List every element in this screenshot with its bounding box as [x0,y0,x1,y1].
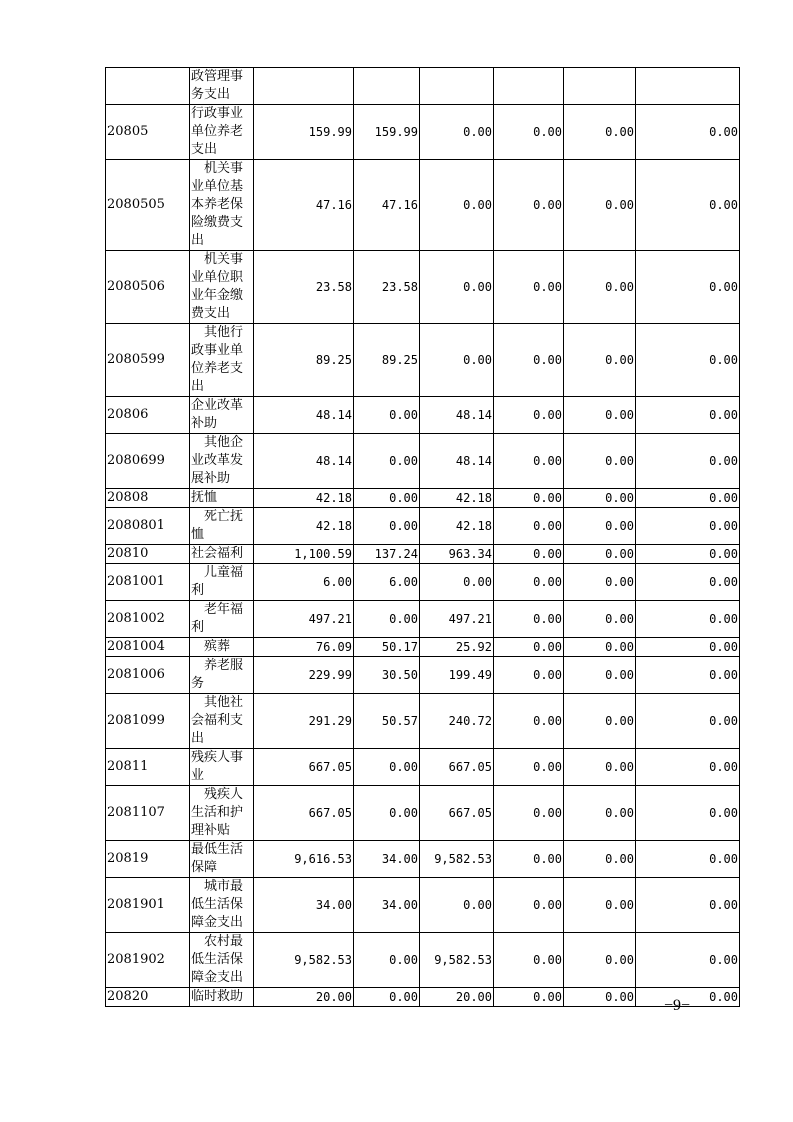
amount-cell: 23.58 [354,251,420,324]
amount-cell: 0.00 [494,324,564,397]
amount-cell: 497.21 [254,601,354,638]
amount-cell: 0.00 [636,786,740,841]
account-name-cell: 最低生活保障 [190,841,254,878]
amount-cell: 137.24 [354,545,420,564]
amount-cell: 0.00 [636,564,740,601]
account-code-cell: 20806 [106,397,190,434]
amount-cell: 0.00 [564,841,636,878]
amount-cell: 159.99 [254,105,354,160]
account-name-cell: 行政事业单位养老支出 [190,105,254,160]
amount-cell: 6.00 [354,564,420,601]
amount-cell: 0.00 [354,988,420,1007]
amount-cell: 0.00 [494,434,564,489]
amount-cell: 0.00 [354,786,420,841]
amount-cell: 0.00 [564,638,636,657]
amount-cell: 34.00 [354,841,420,878]
account-code-cell: 20820 [106,988,190,1007]
budget-expenditure-table [105,67,740,1007]
table-row [106,841,740,878]
amount-cell: 0.00 [494,489,564,508]
amount-cell: 30.50 [354,657,420,694]
amount-cell: 0.00 [636,545,740,564]
amount-cell: 42.18 [254,508,354,545]
amount-cell: 20.00 [254,988,354,1007]
amount-cell: 0.00 [564,489,636,508]
account-code-cell: 2081001 [106,564,190,601]
amount-cell [420,68,494,105]
amount-cell: 0.00 [420,564,494,601]
amount-cell: 0.00 [354,397,420,434]
account-code-cell: 2080599 [106,324,190,397]
table-row [106,68,740,105]
account-name-cell: 机关事业单位职业年金缴费支出 [190,251,254,324]
table-row [106,434,740,489]
amount-cell [494,68,564,105]
account-code-cell: 2081107 [106,786,190,841]
amount-cell: 0.00 [564,160,636,251]
amount-cell [636,68,740,105]
account-code-cell: 2080506 [106,251,190,324]
amount-cell: 20.00 [420,988,494,1007]
account-code-cell: 2081002 [106,601,190,638]
amount-cell: 0.00 [494,694,564,749]
table-row [106,878,740,933]
account-name-cell: 儿童福利 [190,564,254,601]
account-name-cell: 机关事业单位基本养老保险缴费支出 [190,160,254,251]
amount-cell: 0.00 [636,988,740,1007]
table-row [106,988,740,1007]
amount-cell: 0.00 [636,508,740,545]
table-row [106,489,740,508]
amount-cell: 0.00 [494,564,564,601]
amount-cell: 0.00 [564,564,636,601]
amount-cell: 0.00 [420,251,494,324]
amount-cell: 0.00 [564,749,636,786]
table-row [106,657,740,694]
account-name-cell: 城市最低生活保障金支出 [190,878,254,933]
amount-cell: 199.49 [420,657,494,694]
amount-cell: 9,582.53 [420,841,494,878]
amount-cell: 0.00 [564,878,636,933]
amount-cell: 240.72 [420,694,494,749]
amount-cell: 34.00 [354,878,420,933]
amount-cell: 1,100.59 [254,545,354,564]
amount-cell: 23.58 [254,251,354,324]
account-code-cell: 20810 [106,545,190,564]
account-name-cell: 养老服务 [190,657,254,694]
amount-cell: 0.00 [354,434,420,489]
amount-cell: 0.00 [636,397,740,434]
amount-cell: 0.00 [564,988,636,1007]
account-name-cell: 其他企业改革发展补助 [190,434,254,489]
amount-cell: 0.00 [494,749,564,786]
amount-cell: 159.99 [354,105,420,160]
amount-cell: 50.17 [354,638,420,657]
amount-cell: 0.00 [636,749,740,786]
amount-cell: 667.05 [254,786,354,841]
account-code-cell: 2080699 [106,434,190,489]
amount-cell: 48.14 [420,434,494,489]
table-row [106,508,740,545]
amount-cell: 0.00 [636,638,740,657]
amount-cell: 89.25 [254,324,354,397]
table-row [106,564,740,601]
amount-cell: 48.14 [254,434,354,489]
amount-cell: 0.00 [494,601,564,638]
table-body [106,68,740,1007]
amount-cell: 0.00 [564,601,636,638]
amount-cell: 497.21 [420,601,494,638]
amount-cell: 0.00 [494,988,564,1007]
amount-cell: 0.00 [636,489,740,508]
amount-cell: 0.00 [636,933,740,988]
account-code-cell: 2081902 [106,933,190,988]
amount-cell: 0.00 [564,105,636,160]
table-row [106,638,740,657]
amount-cell: 0.00 [636,878,740,933]
amount-cell [564,68,636,105]
amount-cell: 0.00 [564,786,636,841]
amount-cell: 0.00 [420,105,494,160]
amount-cell: 42.18 [420,489,494,508]
account-code-cell: 20808 [106,489,190,508]
account-code-cell [106,68,190,105]
account-code-cell: 2080505 [106,160,190,251]
amount-cell: 667.05 [420,786,494,841]
table-row [106,251,740,324]
amount-cell: 47.16 [354,160,420,251]
amount-cell: 229.99 [254,657,354,694]
amount-cell: 0.00 [636,601,740,638]
amount-cell: 48.14 [254,397,354,434]
amount-cell: 0.00 [420,160,494,251]
amount-cell: 0.00 [494,841,564,878]
amount-cell: 0.00 [564,251,636,324]
amount-cell: 42.18 [254,489,354,508]
amount-cell: 0.00 [494,786,564,841]
table-row [106,397,740,434]
table-row [106,786,740,841]
amount-cell: 47.16 [254,160,354,251]
account-code-cell: 2080801 [106,508,190,545]
page-number: −9− [664,997,691,1014]
amount-cell: 0.00 [564,694,636,749]
amount-cell: 0.00 [636,434,740,489]
amount-cell: 0.00 [564,434,636,489]
amount-cell: 0.00 [354,601,420,638]
account-name-cell: 其他社会福利支出 [190,694,254,749]
amount-cell [354,68,420,105]
amount-cell: 0.00 [636,324,740,397]
amount-cell: 0.00 [494,508,564,545]
amount-cell: 0.00 [564,657,636,694]
account-name-cell: 其他行政事业单位养老支出 [190,324,254,397]
amount-cell: 0.00 [494,657,564,694]
account-code-cell: 20811 [106,749,190,786]
table-row [106,933,740,988]
account-code-cell: 20805 [106,105,190,160]
account-name-cell: 抚恤 [190,489,254,508]
account-code-cell: 2081004 [106,638,190,657]
account-name-cell: 殡葬 [190,638,254,657]
amount-cell: 9,582.53 [420,933,494,988]
amount-cell: 0.00 [564,545,636,564]
account-code-cell: 2081901 [106,878,190,933]
amount-cell: 963.34 [420,545,494,564]
amount-cell: 0.00 [636,160,740,251]
amount-cell: 50.57 [354,694,420,749]
amount-cell: 0.00 [354,749,420,786]
amount-cell: 34.00 [254,878,354,933]
amount-cell [254,68,354,105]
amount-cell: 0.00 [494,545,564,564]
amount-cell: 6.00 [254,564,354,601]
amount-cell: 48.14 [420,397,494,434]
amount-cell: 76.09 [254,638,354,657]
amount-cell: 25.92 [420,638,494,657]
amount-cell: 0.00 [494,105,564,160]
account-name-cell: 临时救助 [190,988,254,1007]
amount-cell: 0.00 [354,489,420,508]
amount-cell: 9,616.53 [254,841,354,878]
amount-cell: 667.05 [254,749,354,786]
amount-cell: 291.29 [254,694,354,749]
amount-cell: 0.00 [494,251,564,324]
amount-cell: 667.05 [420,749,494,786]
amount-cell: 0.00 [636,694,740,749]
account-code-cell: 20819 [106,841,190,878]
table-row [106,601,740,638]
account-name-cell: 残疾人生活和护理补贴 [190,786,254,841]
amount-cell: 0.00 [636,251,740,324]
amount-cell: 0.00 [636,841,740,878]
table-row [106,545,740,564]
amount-cell: 0.00 [420,324,494,397]
amount-cell: 0.00 [354,508,420,545]
table-row [106,105,740,160]
amount-cell: 89.25 [354,324,420,397]
account-name-cell: 老年福利 [190,601,254,638]
amount-cell: 0.00 [564,397,636,434]
account-name-cell: 农村最低生活保障金支出 [190,933,254,988]
amount-cell: 0.00 [354,933,420,988]
table-row [106,749,740,786]
account-name-cell: 企业改革补助 [190,397,254,434]
account-name-cell: 社会福利 [190,545,254,564]
table-row [106,324,740,397]
amount-cell: 0.00 [494,933,564,988]
table-row [106,160,740,251]
account-code-cell: 2081099 [106,694,190,749]
amount-cell: 0.00 [494,397,564,434]
amount-cell: 0.00 [494,638,564,657]
table-row [106,694,740,749]
amount-cell: 0.00 [636,105,740,160]
account-code-cell: 2081006 [106,657,190,694]
account-name-cell: 残疾人事业 [190,749,254,786]
amount-cell: 0.00 [494,160,564,251]
amount-cell: 0.00 [420,878,494,933]
amount-cell: 42.18 [420,508,494,545]
account-name-cell: 政管理事务支出 [190,68,254,105]
amount-cell: 0.00 [564,508,636,545]
account-name-cell: 死亡抚恤 [190,508,254,545]
amount-cell: 0.00 [494,878,564,933]
amount-cell: 0.00 [636,657,740,694]
amount-cell: 0.00 [564,324,636,397]
amount-cell: 0.00 [564,933,636,988]
amount-cell: 9,582.53 [254,933,354,988]
